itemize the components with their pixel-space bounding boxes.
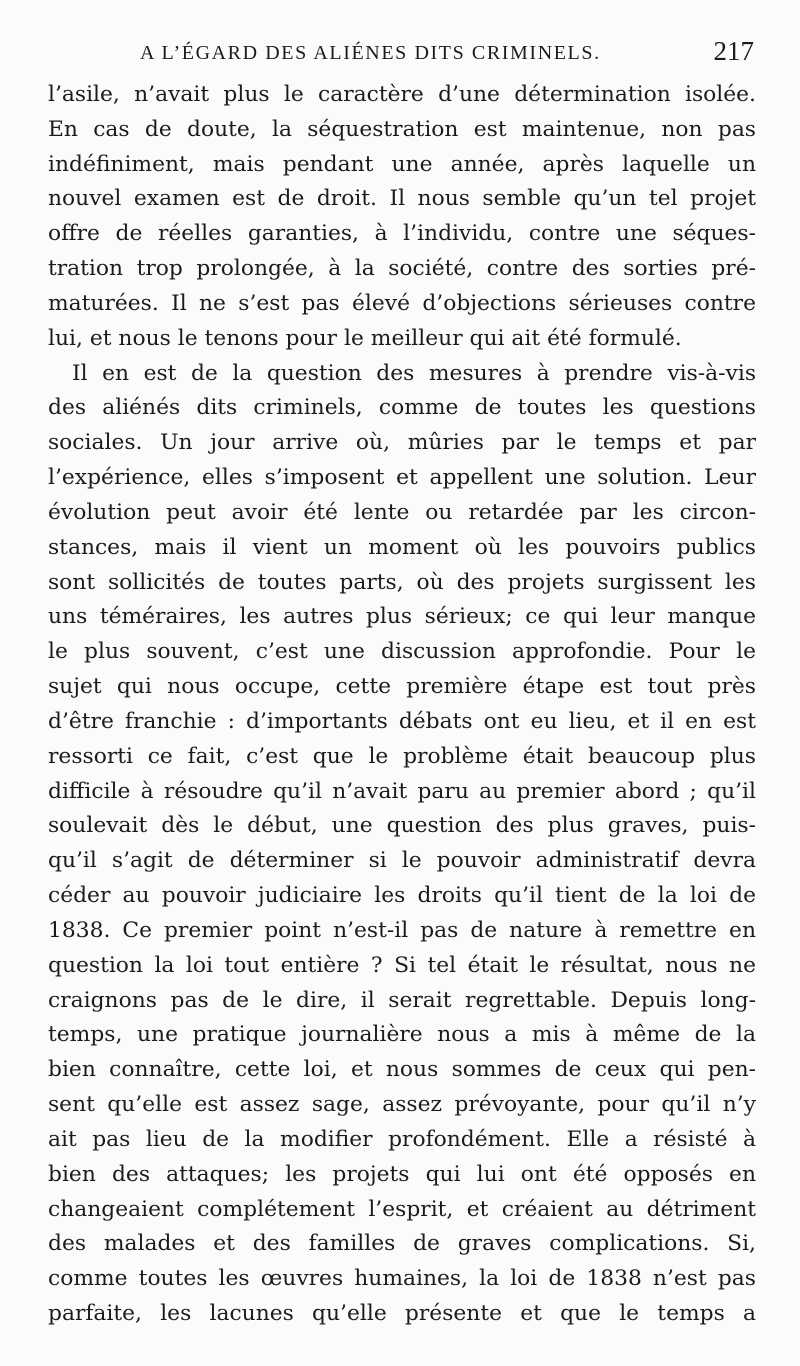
text-line: question la loi tout entière ? Si tel était le résultat, nous ne — [48, 952, 756, 978]
text-line: ressorti ce fait, c’est que le problème était beaucoup plus — [48, 743, 756, 769]
page-number: 217 — [713, 36, 754, 66]
text-line: changeaient complétement l’esprit, et créaient au détriment — [48, 1196, 756, 1222]
text-line: qu’il s’agit de déterminer si le pouvoir administratif devra — [48, 848, 756, 874]
text-line: des malades et des familles de graves complications. Si, — [48, 1231, 756, 1257]
text-line: 1838. Ce premier point n’est-il pas de nature à remettre en — [48, 917, 756, 943]
text-line: bien des attaques; les projets qui lui ont été opposés en — [48, 1161, 756, 1187]
text-line: nouvel examen est de droit. Il nous semble qu’un tel projet — [48, 186, 756, 212]
text-line: évolution peut avoir été lente ou retardée par les circon- — [48, 499, 756, 525]
text-line: tration trop prolongée, à la société, contre des sorties pré- — [48, 256, 756, 282]
text-line: Il en est de la question des mesures à prendre vis-à-vis — [72, 360, 756, 386]
text-line: sujet qui nous occupe, cette première étape est tout près — [48, 674, 756, 700]
text-line: des aliénés dits criminels, comme de toutes les questions — [48, 395, 756, 421]
text-line: indéfiniment, mais pendant une année, après laquelle un — [48, 151, 756, 177]
text-line: sont sollicités de toutes parts, où des projets surgissent les — [48, 569, 756, 595]
text-line: bien connaître, cette loi, et nous sommes de ceux qui pen- — [48, 1057, 756, 1083]
text-line: d’être franchie : d’importants débats ont eu lieu, et il en est — [48, 708, 756, 734]
text-line: le plus souvent, c’est une discussion approfondie. Pour le — [48, 639, 756, 665]
text-line: uns téméraires, les autres plus sérieux; ce qui leur manque — [48, 604, 756, 630]
text-line: En cas de doute, la séquestration est maintenue, non pas — [48, 116, 756, 142]
text-line: temps, une pratique journalière nous a mis à même de la — [48, 1022, 756, 1048]
text-line: difficile à résoudre qu’il n’avait paru au premier abord ; qu’il — [48, 778, 756, 804]
text-line: sociales. Un jour arrive où, mûries par le temps et par — [48, 430, 756, 456]
text-line: comme toutes les œuvres humaines, la loi de 1838 n’est pas — [48, 1266, 756, 1292]
text-line: ait pas lieu de la modifier profondément. Elle a résisté à — [48, 1126, 756, 1152]
text-line: l’expérience, elles s’imposent et appellent une solution. Leur — [48, 465, 756, 491]
text-line: sent qu’elle est assez sage, assez prévoyante, pour qu’il n’y — [48, 1092, 756, 1118]
text-line: céder au pouvoir judiciaire les droits qu’il tient de la loi de — [48, 883, 756, 909]
text-line: l’asile, n’avait plus le caractère d’une détermination isolée. — [48, 82, 756, 107]
text-line: lui, et nous le tenons pour le meilleur qui ait été formulé. — [48, 325, 682, 351]
text-line: soulevait dès le début, une question des plus graves, puis- — [48, 813, 756, 839]
text-line: maturées. Il ne s’est pas élevé d’objections sérieuses contre — [48, 290, 756, 316]
text-line: craignons pas de le dire, il serait regrettable. Depuis long- — [48, 987, 756, 1013]
body-text — [48, 78, 756, 1332]
text-line: offre de réelles garanties, à l’individu, contre une séques- — [48, 221, 756, 247]
text-line: stances, mais il vient un moment où les pouvoirs publics — [48, 534, 756, 560]
running-head — [48, 36, 760, 76]
running-title: A L’ÉGARD DES ALIÉNES DITS CRIMINELS. — [140, 42, 601, 64]
text-line: parfaite, les lacunes qu’elle présente et que le temps a — [48, 1300, 756, 1326]
